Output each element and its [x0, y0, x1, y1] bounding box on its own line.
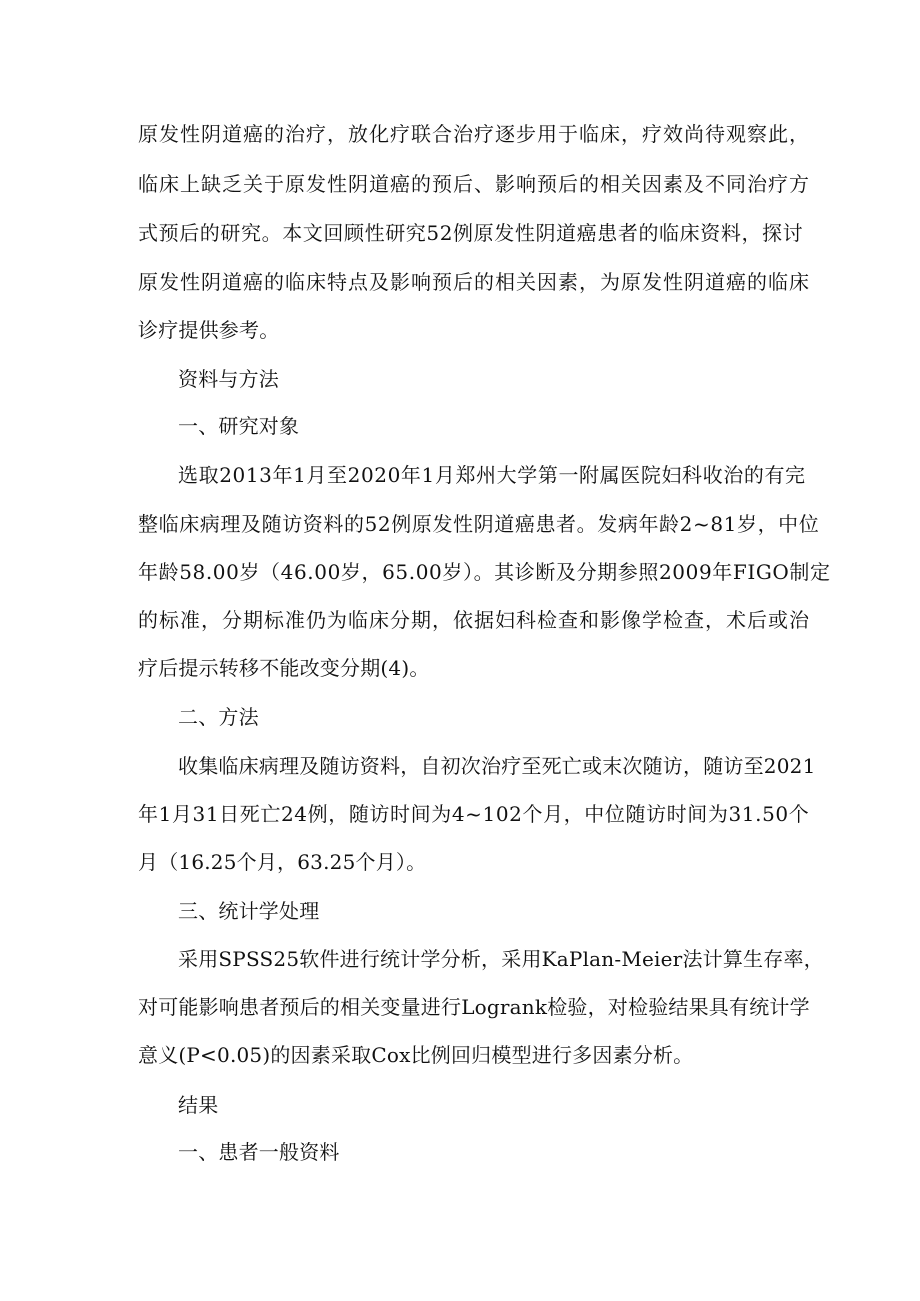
- section-heading-results: 结果: [178, 1093, 219, 1117]
- paragraph-line-13: 月（16.25个月，63.25个月）。: [138, 850, 427, 874]
- paragraph-line-9: 的标准，分期标准仍为临床分期，依据妇科检查和影像学检查，术后或治: [138, 608, 810, 632]
- paragraph-line-1: 原发性阴道癌的治疗，放化疗联合治疗逐步用于临床，疗效尚待观察此，: [138, 122, 810, 146]
- paragraph-line-7: 整临床病理及随访资料的52例原发性阴道癌患者。发病年龄2~81岁，中位: [138, 512, 820, 536]
- subheading-methods: 二、方法: [178, 705, 259, 729]
- subheading-research-object: 一、研究对象: [178, 414, 300, 438]
- paragraph-line-16: 意义(P<0.05)的因素采取Cox比例回归模型进行多因素分析。: [138, 1043, 694, 1067]
- paragraph-line-12: 年1月31日死亡24例，随访时间为4~102个月，中位随访时间为31.50个: [138, 802, 810, 826]
- paragraph-line-11: 收集临床病理及随访资料，自初次治疗至死亡或末次随访，随访至2021: [178, 754, 816, 778]
- subheading-statistics: 三、统计学处理: [178, 899, 320, 923]
- paragraph-line-3: 式预后的研究。本文回顾性研究52例原发性阴道癌患者的临床资料，探讨: [138, 221, 804, 245]
- paragraph-line-4: 原发性阴道癌的临床特点及影响预后的相关因素，为原发性阴道癌的临床: [138, 270, 810, 294]
- paragraph-line-10: 疗后提示转移不能改变分期(4)。: [138, 656, 430, 680]
- paragraph-line-6: 选取2013年1月至2020年1月郑州大学第一附属医院妇科收治的有完: [178, 463, 806, 487]
- paragraph-line-5: 诊疗提供参考。: [138, 318, 280, 342]
- section-heading-materials-methods: 资料与方法: [178, 367, 279, 391]
- paragraph-line-15: 对可能影响患者预后的相关变量进行Logrank检验，对检验结果具有统计学: [138, 995, 810, 1019]
- paragraph-line-14: 采用SPSS25软件进行统计学分析，采用KaPlan-Meier法计算生存率，: [178, 947, 824, 971]
- paragraph-line-8: 年龄58.00岁（46.00岁，65.00岁）。其诊断及分期参照2009年FIGO制定: [138, 560, 831, 584]
- subheading-general-data: 一、患者一般资料: [178, 1140, 340, 1164]
- paragraph-line-2: 临床上缺乏关于原发性阴道癌的预后、影响预后的相关因素及不同治疗方: [138, 172, 810, 196]
